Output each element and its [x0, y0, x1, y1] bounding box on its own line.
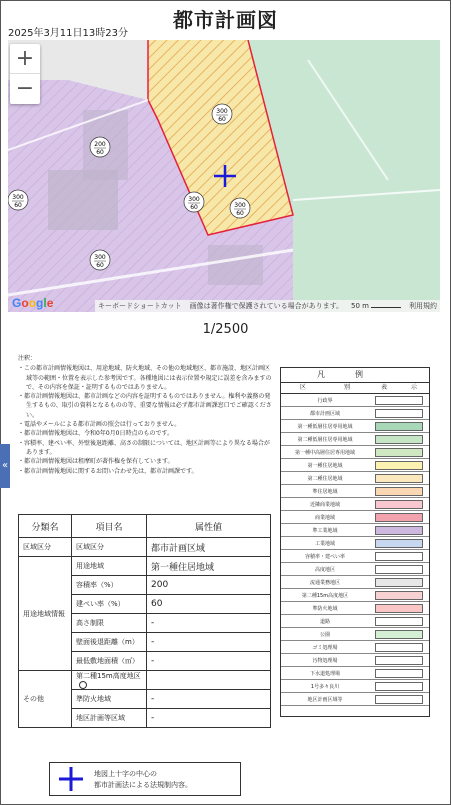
- svg-text:60: 60: [190, 204, 198, 211]
- legend-row-label: 都市計画区域: [309, 410, 340, 417]
- map-view[interactable]: [8, 40, 440, 312]
- table-cell-item: 地区計画等区域: [72, 709, 147, 728]
- legend-swatch: [375, 539, 423, 548]
- datetime-label: 2025年3月11日13時23分: [8, 28, 128, 39]
- table-cell-group: 区域区分: [19, 538, 72, 557]
- svg-text:300: 300: [234, 202, 246, 209]
- legend-row-label: 汚物処理場: [312, 657, 338, 664]
- table-cell-item: 用途地域: [72, 557, 147, 576]
- legend-col-header: 表: [380, 384, 387, 391]
- legend-row: [281, 446, 429, 459]
- map-attribution: [95, 300, 440, 312]
- legend-row-label: 第一種住居地域: [307, 462, 343, 469]
- legend-row: [281, 693, 429, 706]
- legend-swatch: [375, 474, 423, 483]
- svg-text:200: 200: [94, 141, 106, 148]
- legend-swatch: [375, 461, 423, 470]
- legend-row-label: 第二種15m高度地区: [301, 592, 349, 599]
- legend-row: [281, 459, 429, 472]
- legend-swatch: [375, 396, 423, 405]
- table-cell-item: 第二種15m高度地区: [72, 671, 147, 690]
- table-cell-value: [147, 671, 271, 690]
- cross-legend-line: 都市計画法による法規制内容。: [94, 781, 192, 789]
- note-item: ・ 都市計画情報地図は、都市計画などの内容を証明するものではありません。権利や義務の発生するもの、取引の資料となるものの等、重要な情報は必ず都市計画課窓口でご確認ください。: [18, 392, 273, 420]
- note-item: ・ 容積率、建ぺい率、外壁後退距離、高さの制限については、地区計画等により異なる場合があります。: [18, 439, 273, 458]
- svg-text:300: 300: [188, 196, 200, 203]
- terms-link[interactable]: 利用規約: [409, 302, 437, 310]
- legend-row: [281, 615, 429, 628]
- legend-row-label: 行政界: [317, 397, 333, 404]
- legend-row-label: 工業地域: [314, 540, 335, 547]
- legend-col-header: 区: [299, 384, 306, 391]
- legend-swatch: [375, 435, 423, 444]
- table-cell-value: -: [147, 614, 271, 633]
- legend-swatch: [375, 591, 423, 600]
- legend-swatch: [375, 656, 423, 665]
- legend-swatch: [375, 422, 423, 431]
- legend-row: [281, 472, 429, 485]
- legend-col-header: 別: [343, 384, 350, 391]
- legend-swatch: [375, 617, 423, 626]
- legend-swatch: [375, 526, 423, 535]
- legend-swatch: [375, 643, 423, 652]
- table-cell-group: 用途地域情報: [19, 557, 72, 671]
- table-cell-item: 最低敷地面積（㎡）: [72, 652, 147, 671]
- legend-swatch: [375, 565, 423, 574]
- legend-swatch: [375, 552, 423, 561]
- svg-text:60: 60: [14, 202, 22, 209]
- header-category: 分類名: [19, 515, 72, 538]
- table-cell-value: 都市計画区域: [147, 538, 271, 557]
- legend-swatch: [375, 630, 423, 639]
- legend-row: [281, 420, 429, 433]
- legend-swatch: [375, 448, 423, 457]
- legend-row: [281, 680, 429, 693]
- header-value: 属性値: [147, 515, 271, 538]
- notes-section: [18, 354, 273, 476]
- note-item: ・ 都市計画情報地図は、令和0年0月0日時点のものです。: [18, 429, 273, 438]
- table-cell-value: 60: [147, 595, 271, 614]
- table-cell-value: -: [147, 633, 271, 652]
- legend-swatch: [375, 669, 423, 678]
- legend-row: [281, 602, 429, 615]
- legend-row-label: 準工業地域: [312, 527, 338, 534]
- note-item: ・ 電話やメールによる都市計画の照会は行っておりません。: [18, 420, 273, 429]
- map-canvas[interactable]: [8, 40, 440, 312]
- legend-row-label: 道路: [319, 618, 330, 625]
- table-cell-value: 200: [147, 576, 271, 595]
- legend-row: [281, 576, 429, 589]
- cross-legend-text: [94, 769, 192, 791]
- zoom-in-button[interactable]: +: [10, 44, 40, 74]
- legend-row: [281, 654, 429, 667]
- table-cell-group: その他: [19, 671, 72, 728]
- legend-column-headers: [281, 383, 429, 394]
- svg-text:300: 300: [12, 194, 24, 201]
- side-panel-toggle[interactable]: «: [0, 444, 10, 488]
- legend-row: [281, 498, 429, 511]
- legend-row: [281, 589, 429, 602]
- legend-row-label: 1号多々良川: [310, 683, 340, 690]
- building-block: [208, 245, 263, 285]
- table-cell-item: 建ぺい率（%）: [72, 595, 147, 614]
- legend-swatch: [375, 682, 423, 691]
- notes-list: [18, 364, 273, 476]
- legend-swatch: [375, 578, 423, 587]
- legend-row: [281, 524, 429, 537]
- legend-swatch: [375, 500, 423, 509]
- note-item: ・ この都市計画情報地図は、用途地域、防火地域、その他の地域地区、都市施設、地区計画区域等の範囲・位置を表示した参考図です。各種地図には表示位置や規定に誤差を含みますので、その内容を保証・証明するものではありません。: [18, 364, 273, 392]
- legend-row-label: 流通業務地区: [309, 579, 340, 586]
- legend-row: [281, 407, 429, 420]
- attribute-table: [18, 514, 271, 728]
- cross-icon: [58, 767, 84, 791]
- legend-row-label: 地区計画区域等: [307, 696, 343, 703]
- table-cell-item: 容積率（%）: [72, 576, 147, 595]
- legend-row: [281, 537, 429, 550]
- note-item: ・ 都市計画情報地図は租摩町が著作権を保有しています。: [18, 457, 273, 466]
- legend-row: [281, 485, 429, 498]
- legend-row-label: 商業地域: [314, 514, 335, 521]
- table-cell-value: -: [147, 652, 271, 671]
- legend-row-label: 第一種低層住居専用地域: [297, 423, 353, 430]
- legend-col-header: 示: [410, 384, 417, 391]
- zoning-badge: [184, 192, 204, 212]
- legend-row: [281, 628, 429, 641]
- table-cell-item: 壁面後退距離（m）: [72, 633, 147, 652]
- table-cell-value: -: [147, 690, 271, 709]
- legend-swatch: [375, 487, 423, 496]
- legend-row: [281, 667, 429, 680]
- table-header-row: [19, 515, 271, 538]
- zoning-badge: [90, 137, 110, 157]
- legend-swatch: [375, 513, 423, 522]
- svg-text:60: 60: [236, 210, 244, 217]
- legend-row-label: 第二種住居地域: [307, 475, 343, 482]
- table-cell-item: 準防火地域: [72, 690, 147, 709]
- svg-text:60: 60: [96, 149, 104, 156]
- zoning-badge: [8, 190, 28, 210]
- legend-row: [281, 433, 429, 446]
- map-legend: [280, 367, 430, 717]
- scale-indicator: 50 m: [351, 300, 401, 312]
- zoning-badge: [90, 250, 110, 270]
- legend-row-label: 高度地区: [314, 566, 335, 573]
- zoning-badge: [230, 198, 250, 218]
- table-row: [19, 671, 271, 690]
- zoom-control: [10, 44, 40, 104]
- legend-swatch: [375, 695, 423, 704]
- legend-row: [281, 511, 429, 524]
- legend-rows: [281, 394, 429, 706]
- cross-legend-box: [49, 762, 241, 796]
- legend-row: [281, 641, 429, 654]
- table-cell-value: 第一種住居地域: [147, 557, 271, 576]
- legend-row-label: 近隣商業地域: [309, 501, 340, 508]
- cross-legend-line: 地図上十字の中心の: [94, 770, 157, 778]
- circle-mark-icon: [79, 681, 87, 689]
- legend-row: [281, 563, 429, 576]
- legend-row-label: 第二種低層住居専用地域: [297, 436, 353, 443]
- table-cell-item: 高さ制限: [72, 614, 147, 633]
- legend-row-label: 準住居地域: [312, 488, 338, 495]
- legend-row: [281, 394, 429, 407]
- table-cell-item: 区域区分: [72, 538, 147, 557]
- keyboard-shortcuts-link[interactable]: キーボードショートカット: [98, 302, 182, 310]
- notes-heading: 注釈：: [18, 355, 37, 362]
- legend-row-label: 下水道処理場: [309, 670, 340, 677]
- svg-text:60: 60: [218, 116, 226, 123]
- legend-row-label: 公園: [319, 631, 330, 638]
- map-scale-label: 1/2500: [202, 322, 249, 337]
- table-cell-value: -: [147, 709, 271, 728]
- legend-swatch: [375, 604, 423, 613]
- copyright-text: 画像は著作権で保護されている場合があります。: [189, 302, 344, 310]
- zoning-badge: [212, 104, 232, 124]
- legend-row-label: 容積率・建ぺい率: [304, 553, 345, 560]
- google-logo: Google: [12, 296, 54, 310]
- table-row: [19, 557, 271, 576]
- svg-text:60: 60: [96, 262, 104, 269]
- legend-title: 凡例: [281, 368, 429, 383]
- page-title: 都市計画図: [173, 8, 278, 32]
- note-item: ・ 都市計画情報地図に関するお問い合わせ先は、都市計画課です。: [18, 467, 273, 476]
- legend-row-label: ゴミ処理場: [312, 644, 338, 651]
- zoom-out-button[interactable]: −: [15, 76, 35, 101]
- legend-row-label: 準防火地域: [312, 605, 338, 612]
- legend-row-label: 第一種中高層住居専用地域: [294, 449, 355, 456]
- svg-text:300: 300: [94, 254, 106, 261]
- svg-text:300: 300: [216, 108, 228, 115]
- legend-swatch: [375, 409, 423, 418]
- header-item: 項目名: [72, 515, 147, 538]
- table-row: [19, 538, 271, 557]
- legend-row: [281, 550, 429, 563]
